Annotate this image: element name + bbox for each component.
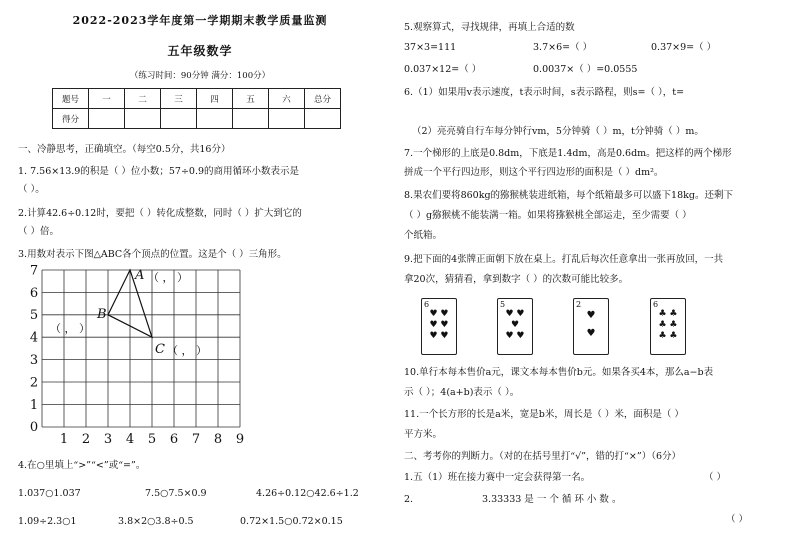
question-8-line3: 个纸箱。: [404, 230, 443, 241]
score-table-header-cell: 总分: [305, 89, 341, 109]
question-1-line2: （ ）。: [18, 184, 45, 195]
card-value: 2: [576, 300, 582, 309]
compare-item[interactable]: 1.09÷2.3○1: [18, 516, 77, 527]
compare-item[interactable]: 1.037○1.037: [18, 488, 81, 499]
y-tick-label: 7: [29, 263, 39, 279]
x-tick-label: 7: [191, 432, 201, 447]
exam-subtitle: 五年级数学: [167, 44, 233, 58]
score-table-header-row: [53, 89, 341, 109]
x-tick-label: 6: [169, 432, 179, 447]
heart-icon: ♥ ♥ ♥ ♥ ♥: [505, 309, 525, 341]
score-input-cell[interactable]: [269, 109, 305, 129]
x-tick-label: 8: [213, 432, 223, 447]
heart-icon: ♥ ♥ ♥ ♥ ♥ ♥: [429, 309, 449, 341]
y-tick-label: 0: [29, 420, 39, 435]
question-3: 3.用数对表示下图△ABC各个顶点的位置。这是个（ ）三角形。: [18, 249, 287, 260]
club-icon: ♣ ♣ ♣ ♣ ♣ ♣: [658, 309, 678, 341]
score-table-header-cell: 一: [89, 89, 125, 109]
y-tick-label: 6: [29, 285, 39, 301]
section1-heading: 一、冷静思考，正确填空。（每空0.5分，共16分）: [18, 144, 231, 155]
score-input-cell[interactable]: [89, 109, 125, 129]
compare-item[interactable]: 7.5○7.5×0.9: [145, 488, 207, 499]
y-tick-label: 1: [29, 397, 39, 413]
judge-item-2: 3.33333 是 一 个 循 环 小 数 。: [482, 494, 622, 505]
x-tick-label: 1: [59, 432, 69, 447]
question-10-line2: 示（ ）；4(a+b)表示（ ）。: [404, 387, 520, 398]
vertex-label-b: B: [97, 307, 107, 322]
card-value: 6: [653, 300, 659, 309]
exam-title: 2022-2023学年度第一学期期末教学质量监测: [72, 14, 328, 27]
question-8-line2: （ ）g猕猴桃不能装满一箱。如果将猕猴桃全部运走，至少需要（ ）: [404, 210, 692, 221]
judge-answer-1[interactable]: （ ）: [704, 472, 727, 483]
question-6-part1: 6.（1）如果用v表示速度，t表示时间，s表示路程，则s=（ ），t=: [404, 87, 685, 98]
score-table-header-cell: 三: [161, 89, 197, 109]
score-table-header-cell: 二: [125, 89, 161, 109]
x-tick-label: 3: [103, 432, 113, 447]
question-1-line1: 1. 7.56×13.9的积是（ ）位小数；57÷0.9的商用循环小数表示是: [18, 166, 300, 177]
playing-card: [421, 298, 457, 355]
heart-icon: ♥ ♥: [586, 310, 596, 339]
judge-item-2-number: 2.: [404, 494, 414, 505]
judge-item-1: 1.五（1）班在接力赛中一定会获得第一名。: [404, 472, 591, 483]
question-9-line2: 拿20次，猜猜看，拿到数字（ ）的次数可能比较多。: [404, 274, 629, 285]
question-6-part2: （2）亮亮骑自行车每分钟行vm，5分钟骑（ ）m，t分钟骑（ ）m。: [412, 126, 704, 137]
score-table-header-cell: 五: [233, 89, 269, 109]
question-9-line1: 9.把下面的4张牌正面朝下放在桌上。打乱后每次任意拿出一张再放回，一共: [404, 254, 724, 265]
compare-item[interactable]: 3.8×2○3.8÷0.5: [118, 516, 194, 527]
score-input-cell[interactable]: [305, 109, 341, 129]
pattern-item[interactable]: 0.37×9=（ ）: [651, 42, 717, 53]
question-8-line1: 8.果农们要将860kg的猕猴桃装进纸箱，每个纸箱最多可以盛下18kg。还剩下: [404, 190, 733, 201]
compare-item[interactable]: 4.26÷0.12○42.6÷1.2: [256, 488, 359, 499]
y-tick-label: 3: [29, 353, 39, 368]
playing-card: [650, 298, 686, 355]
compare-item[interactable]: 0.72×1.5○0.72×0.15: [240, 516, 343, 527]
x-tick-label: 5: [147, 432, 157, 447]
score-table-score-row: [53, 109, 341, 129]
x-tick-label: 2: [81, 432, 91, 447]
judge-answer-2[interactable]: （ ）: [726, 514, 749, 525]
question-2-line2: （ ）倍。: [18, 226, 60, 237]
pattern-item[interactable]: 0.0037×（ ）=0.0555: [533, 64, 638, 75]
card-value: 6: [424, 300, 430, 309]
y-tick-label: 4: [29, 330, 39, 346]
coordinate-blank-b[interactable]: （ ， ）: [50, 322, 90, 335]
section2-heading: 二、考考你的判断力。（对的在括号里打“√”，错的打“×”）（6分）: [404, 451, 681, 462]
coordinate-blank-a[interactable]: （ ， ）: [148, 271, 188, 284]
score-input-cell[interactable]: [161, 109, 197, 129]
playing-card: [573, 298, 609, 355]
card-value: 5: [500, 300, 506, 309]
question-5: 5.观察算式，寻找规律，再填上合适的数: [404, 22, 575, 33]
x-tick-label: 4: [125, 432, 135, 447]
question-4: 4.在○里填上“>”“<”或“=”。: [18, 460, 146, 471]
question-7-line2: 拼成一个平行四边形，则这个平行四边形的面积是（ ）dm²。: [404, 167, 664, 178]
exam-info: （练习时间：90分钟 满分：100分）: [129, 71, 271, 81]
question-11-line2: 平方米。: [404, 429, 443, 440]
playing-card: [497, 298, 533, 355]
score-input-cell[interactable]: [125, 109, 161, 129]
score-table-header-cell: 四: [197, 89, 233, 109]
score-table-header-cell: 题号: [53, 89, 89, 109]
score-table: [52, 88, 341, 129]
x-tick-label: 9: [235, 432, 245, 447]
question-2-line1: 2.计算42.6÷0.12时，要把（ ）转化成整数，同时（ ）扩大到它的: [18, 208, 302, 219]
pattern-item: 37×3=111: [404, 42, 457, 53]
vertex-label-a: A: [135, 268, 145, 283]
score-input-cell[interactable]: [197, 109, 233, 129]
y-tick-label: 2: [29, 375, 39, 391]
coordinate-grid: [22, 262, 272, 452]
question-10-line1: 10.单行本每本售价a元，课文本每本售价b元。如果各买4本，那么a−b表: [404, 367, 714, 378]
pattern-item[interactable]: 0.037×12=（ ）: [404, 64, 482, 75]
question-7-line1: 7.一个梯形的上底是0.8dm，下底是1.4dm，高是0.6dm。把这样的两个梯形: [404, 148, 732, 159]
pattern-item[interactable]: 3.7×6=（ ）: [533, 42, 593, 53]
question-11-line1: 11.一个长方形的长是a米，宽是b米，周长是（ ）米，面积是（ ）: [404, 409, 684, 420]
score-table-header-cell: 六: [269, 89, 305, 109]
coordinate-blank-c[interactable]: （ ， ）: [167, 344, 207, 357]
vertex-label-c: C: [155, 342, 165, 357]
y-tick-label: 5: [29, 308, 39, 324]
score-input-cell[interactable]: [233, 109, 269, 129]
score-row-label: 得分: [53, 109, 89, 129]
